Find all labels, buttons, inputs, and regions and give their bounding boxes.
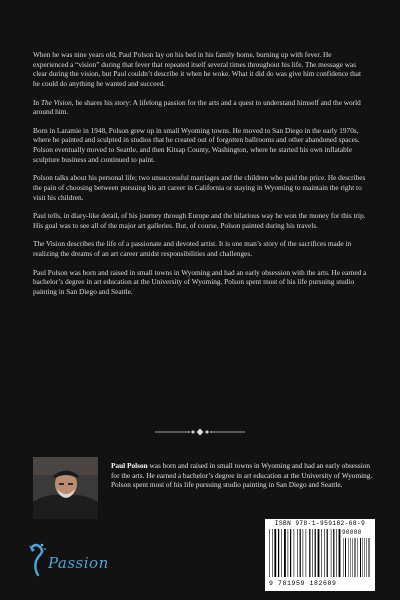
synopsis-paragraph-1: When he was nine years old, Paul Polson lay on his bed in his family home, burning up with fever. He experienced a “vision” during that fever that repeated itself several times throughout his life. The message was clear during the vision, but Paul couldn’t describe it when he woke. What it did do was give him confidence that he could do anything he wanted and succeed. [33,50,362,88]
synopsis-paragraph-4: Polson talks about his personal life; two unsuccessful marriages and the children who paid the price. He describes the pain of choosing between pursuing his art career in California or staying in Wyoming to maintain the right to visit his children. [33,173,366,202]
synopsis [33,50,368,306]
author-bio [111,461,373,490]
isbn-barcode [265,519,375,591]
author-photo [33,457,98,519]
price-addon: 90000 [342,529,362,536]
synopsis-paragraph-6: The Vision describes the life of a passionate and devoted artist. It is one man’s story of the sacrifices made in realizing the dreams of an art career amidst responsibilities and challenges. [33,239,352,258]
synopsis-paragraph-3: Born in Laramie in 1948, Polson grew up in small Wyoming towns. He moved to San Diego in the early 1970s, where he painted and sculpted in studios that he created out of forgotten ballrooms and other abandoned spaces. Polson eventually moved to Seattle, and then Kitsap County, Washington, where he started his own inflatable sculpture business and continued to paint. [33,125,360,164]
synopsis-paragraph-2 [33,98,368,117]
synopsis-paragraph-5: Paul tells, in diary-like detail, of his journey through Europe and the hilarious way he won the money for this trip. His goal was to see all of the major art galleries. But, of course, Polson painted during his travels. [33,211,366,230]
paragraph-rest: , he shares his story: A lifelong passion for the arts and a quest to understand himself and the world around him. [33,97,361,117]
publisher-logo [26,541,146,586]
barcode-bars [269,529,371,579]
isbn-label: ISBN 978-1-959182-68-9 [274,520,366,527]
publisher-name: Passion [48,554,109,572]
book-title: The Vision [40,97,72,107]
author-bio-text: was born and raised in small towns in Wyoming and had an early obsession for the arts. He earned a bachelor’s degree in art education at the University of Wyoming. Polson spent most of his life pursuing studio painting in San Diego and Seattle. [111,461,373,490]
ornament-divider [155,428,245,436]
synopsis-paragraph-7: Paul Polson was born and raised in small towns in Wyoming and had an early obsession with the arts. He earned a bachelor’s degree in art education at the University of Wyoming. Polson spent most of his life pursuing studio painting in San Diego and Seattle. [33,267,367,296]
ean-number: 9 781959 182689 [269,580,337,587]
paragraph-prefix: In [33,97,41,107]
author-name: Paul Polson [111,461,148,470]
